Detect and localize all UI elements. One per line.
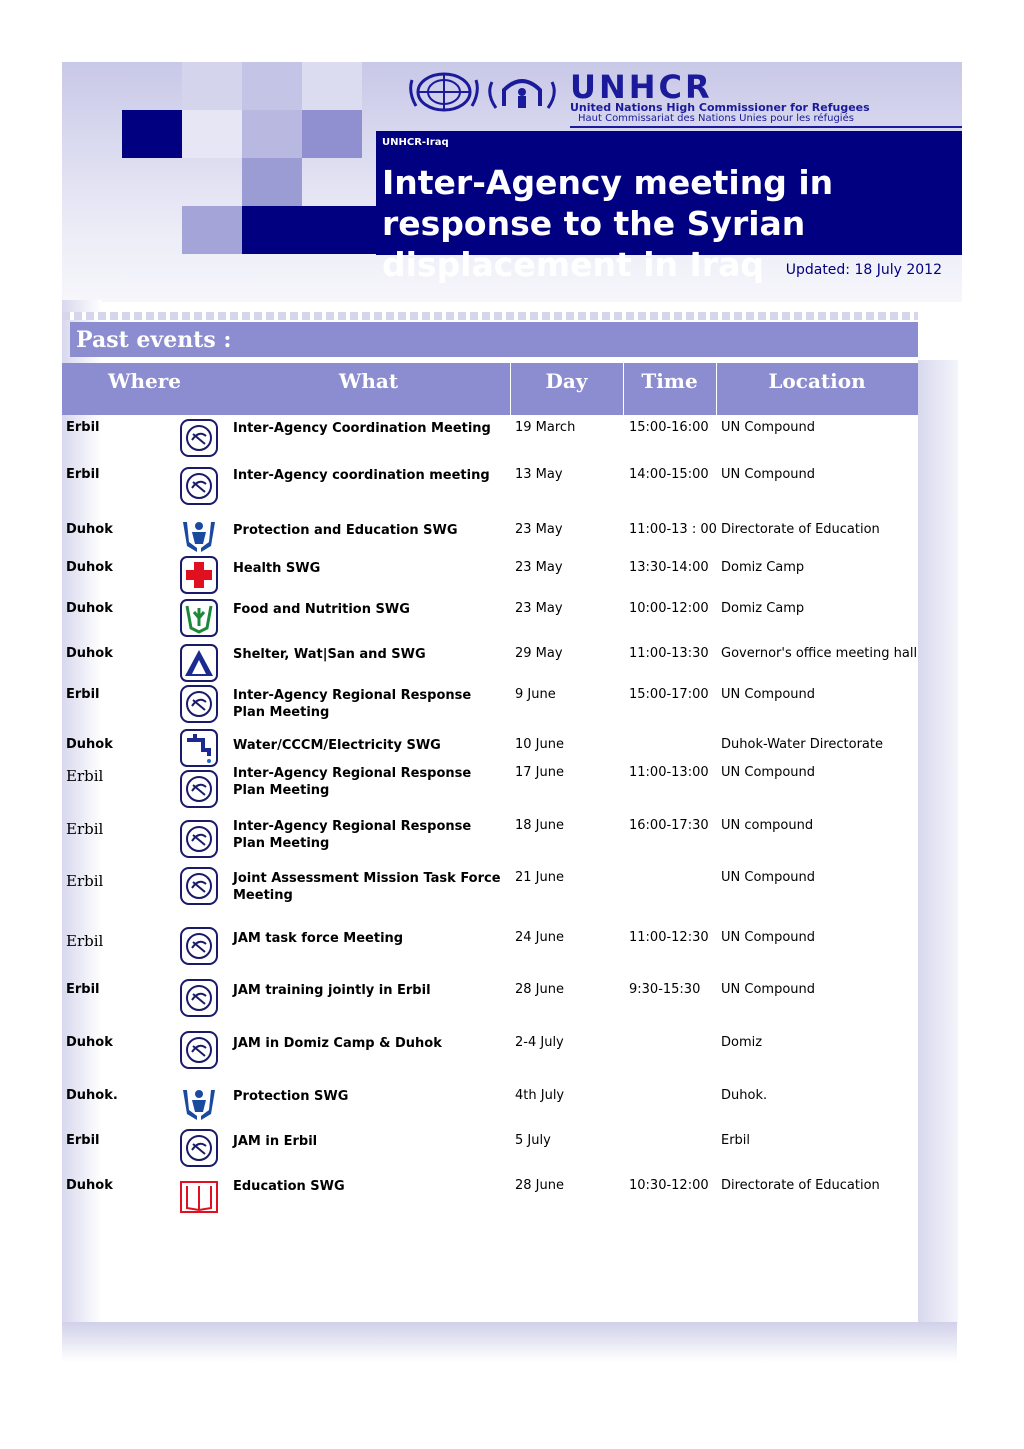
row-where: Duhok	[66, 560, 113, 575]
org-full-name-en: United Nations High Commissioner for Refugees	[570, 101, 870, 114]
row-where: Erbil	[66, 467, 100, 482]
deco-square	[242, 110, 302, 158]
row-location: UN Compound	[721, 765, 816, 780]
header-divider	[716, 363, 717, 415]
row-where: Duhok	[66, 737, 113, 752]
row-where: Erbil	[66, 820, 104, 838]
protection-icon	[179, 514, 219, 554]
row-day: 21 June	[515, 870, 564, 885]
deco-square	[182, 62, 242, 110]
row-where: Duhok.	[66, 1088, 118, 1103]
row-where: Erbil	[66, 1133, 100, 1148]
row-day: 18 June	[515, 818, 564, 833]
row-where: Erbil	[66, 932, 104, 950]
row-location: Directorate of Education	[721, 1178, 880, 1193]
unhcr-emblem-icon	[486, 70, 558, 114]
row-location: UN Compound	[721, 687, 816, 702]
row-day: 17 June	[515, 765, 564, 780]
unhcr-wordmark: UNHCR	[570, 68, 713, 106]
row-time: 10:00-12:00	[629, 601, 709, 616]
un-coordination-icon	[179, 926, 219, 966]
un-coordination-icon	[179, 866, 219, 906]
row-location: Governor's office meeting hall	[721, 646, 918, 661]
protection-icon	[179, 1082, 219, 1122]
un-coordination-icon	[179, 978, 219, 1018]
row-location: UN compound	[721, 818, 814, 833]
un-coordination-icon	[179, 684, 219, 724]
row-time: 16:00-17:30	[629, 818, 709, 833]
row-what: Inter-Agency Regional Response Plan Meeting	[233, 688, 472, 720]
row-time: 15:00-17:00	[629, 687, 709, 702]
row-location: UN Compound	[721, 982, 816, 997]
row-day: 10 June	[515, 737, 564, 752]
water-tap-icon	[179, 728, 219, 768]
row-day: 5 July	[515, 1133, 551, 1148]
row-what: Inter-Agency Coordination Meeting	[233, 421, 491, 436]
row-day: 24 June	[515, 930, 564, 945]
row-time: 11:00-13:30	[629, 646, 709, 661]
row-day: 9 June	[515, 687, 556, 702]
row-location: Domiz	[721, 1035, 763, 1050]
row-day: 23 May	[515, 601, 563, 616]
page-title: Inter-Agency meeting in response to the Syrian displacement in Iraq	[382, 163, 834, 284]
row-time: 9:30-15:30	[629, 982, 701, 997]
deco-square	[242, 62, 302, 110]
row-where: Duhok	[66, 522, 113, 537]
row-what: Food and Nutrition SWG	[233, 602, 410, 617]
row-location: Directorate of Education	[721, 522, 880, 537]
deco-square	[302, 110, 362, 158]
row-day: 23 May	[515, 522, 563, 537]
row-what: Inter-Agency Regional Response Plan Meeting	[233, 819, 472, 851]
row-location: Duhok.	[721, 1088, 768, 1103]
header-day: Day	[545, 369, 588, 393]
row-what: Education SWG	[233, 1179, 345, 1194]
row-where: Erbil	[66, 767, 104, 785]
row-location: UN Compound	[721, 467, 816, 482]
row-what: Protection SWG	[233, 1089, 349, 1104]
row-time: 10:30-12:00	[629, 1178, 709, 1193]
row-where: Duhok	[66, 1035, 113, 1050]
row-where: Duhok	[66, 646, 113, 661]
row-what: Shelter, Wat|San and SWG	[233, 647, 426, 662]
row-what: JAM in Erbil	[233, 1134, 318, 1149]
education-book-icon	[179, 1176, 219, 1216]
row-what: Protection and Education SWG	[233, 523, 458, 538]
un-coordination-icon	[179, 769, 219, 809]
row-what: Health SWG	[233, 561, 321, 576]
row-location: Duhok-Water Directorate	[721, 737, 883, 752]
row-where: Duhok	[66, 601, 113, 616]
row-what: Joint Assessment Mission Task Force Meeting	[233, 871, 501, 903]
logo-underline	[570, 126, 962, 128]
office-tag: UNHCR-Iraq	[382, 137, 449, 148]
header-time: Time	[641, 369, 698, 393]
shelter-tent-icon	[179, 643, 219, 683]
row-time: 11:00-13 : 00	[629, 522, 717, 537]
row-where: Duhok	[66, 1178, 113, 1193]
header-where: Where	[108, 369, 181, 393]
row-time: 11:00-12:30	[629, 930, 709, 945]
row-day: 28 June	[515, 982, 564, 997]
row-location: Domiz Camp	[721, 601, 805, 616]
row-what: Inter-Agency Regional Response Plan Meeting	[233, 766, 472, 798]
row-day: 28 June	[515, 1178, 564, 1193]
row-where: Erbil	[66, 687, 100, 702]
row-what: JAM task force Meeting	[233, 931, 404, 946]
deco-square	[182, 206, 242, 254]
row-day: 13 May	[515, 467, 563, 482]
page-shadow-left	[62, 300, 102, 1330]
row-what: JAM in Domiz Camp & Duhok	[233, 1036, 442, 1051]
row-day: 2-4 July	[515, 1035, 564, 1050]
header-location: Location	[768, 369, 866, 393]
health-cross-icon	[179, 555, 219, 595]
row-location: Erbil	[721, 1133, 751, 1148]
org-full-name-fr: Haut Commissariat des Nations Unies pour les réfugiés	[578, 113, 854, 124]
un-coordination-icon	[179, 466, 219, 506]
header-divider	[623, 363, 624, 415]
deco-square	[242, 206, 376, 254]
row-where: Erbil	[66, 982, 100, 997]
row-time: 11:00-13:00	[629, 765, 709, 780]
row-day: 23 May	[515, 560, 563, 575]
row-location: UN Compound	[721, 870, 816, 885]
dashed-divider	[62, 312, 918, 320]
deco-square	[182, 110, 242, 158]
row-time: 13:30-14:00	[629, 560, 709, 575]
page-shadow-bottom	[62, 1322, 957, 1362]
deco-square	[302, 62, 362, 110]
header-divider	[510, 363, 511, 415]
un-coordination-icon	[179, 1128, 219, 1168]
header-what: What	[338, 369, 399, 393]
row-time: 15:00-16:00	[629, 420, 709, 435]
row-day: 19 March	[515, 420, 576, 435]
deco-square	[242, 158, 302, 206]
row-location: UN Compound	[721, 420, 816, 435]
un-coordination-icon	[179, 819, 219, 859]
row-where: Erbil	[66, 420, 100, 435]
deco-square	[122, 110, 182, 158]
row-what: JAM training jointly in Erbil	[233, 983, 431, 998]
page-shadow-right	[918, 360, 958, 1325]
section-label: Past events :	[76, 327, 232, 353]
row-day: 4th July	[515, 1088, 565, 1103]
row-day: 29 May	[515, 646, 563, 661]
row-location: UN Compound	[721, 930, 816, 945]
food-nutrition-icon	[179, 598, 219, 638]
row-what: Inter-Agency coordination meeting	[233, 468, 490, 483]
row-time: 14:00-15:00	[629, 467, 709, 482]
un-coordination-icon	[179, 418, 219, 458]
un-coordination-icon	[179, 1030, 219, 1070]
row-location: Domiz Camp	[721, 560, 805, 575]
updated-date: Updated: 18 July 2012	[785, 262, 942, 278]
un-emblem-icon	[408, 70, 480, 114]
row-what: Water/CCCM/Electricity SWG	[233, 738, 441, 753]
row-where: Erbil	[66, 872, 104, 890]
